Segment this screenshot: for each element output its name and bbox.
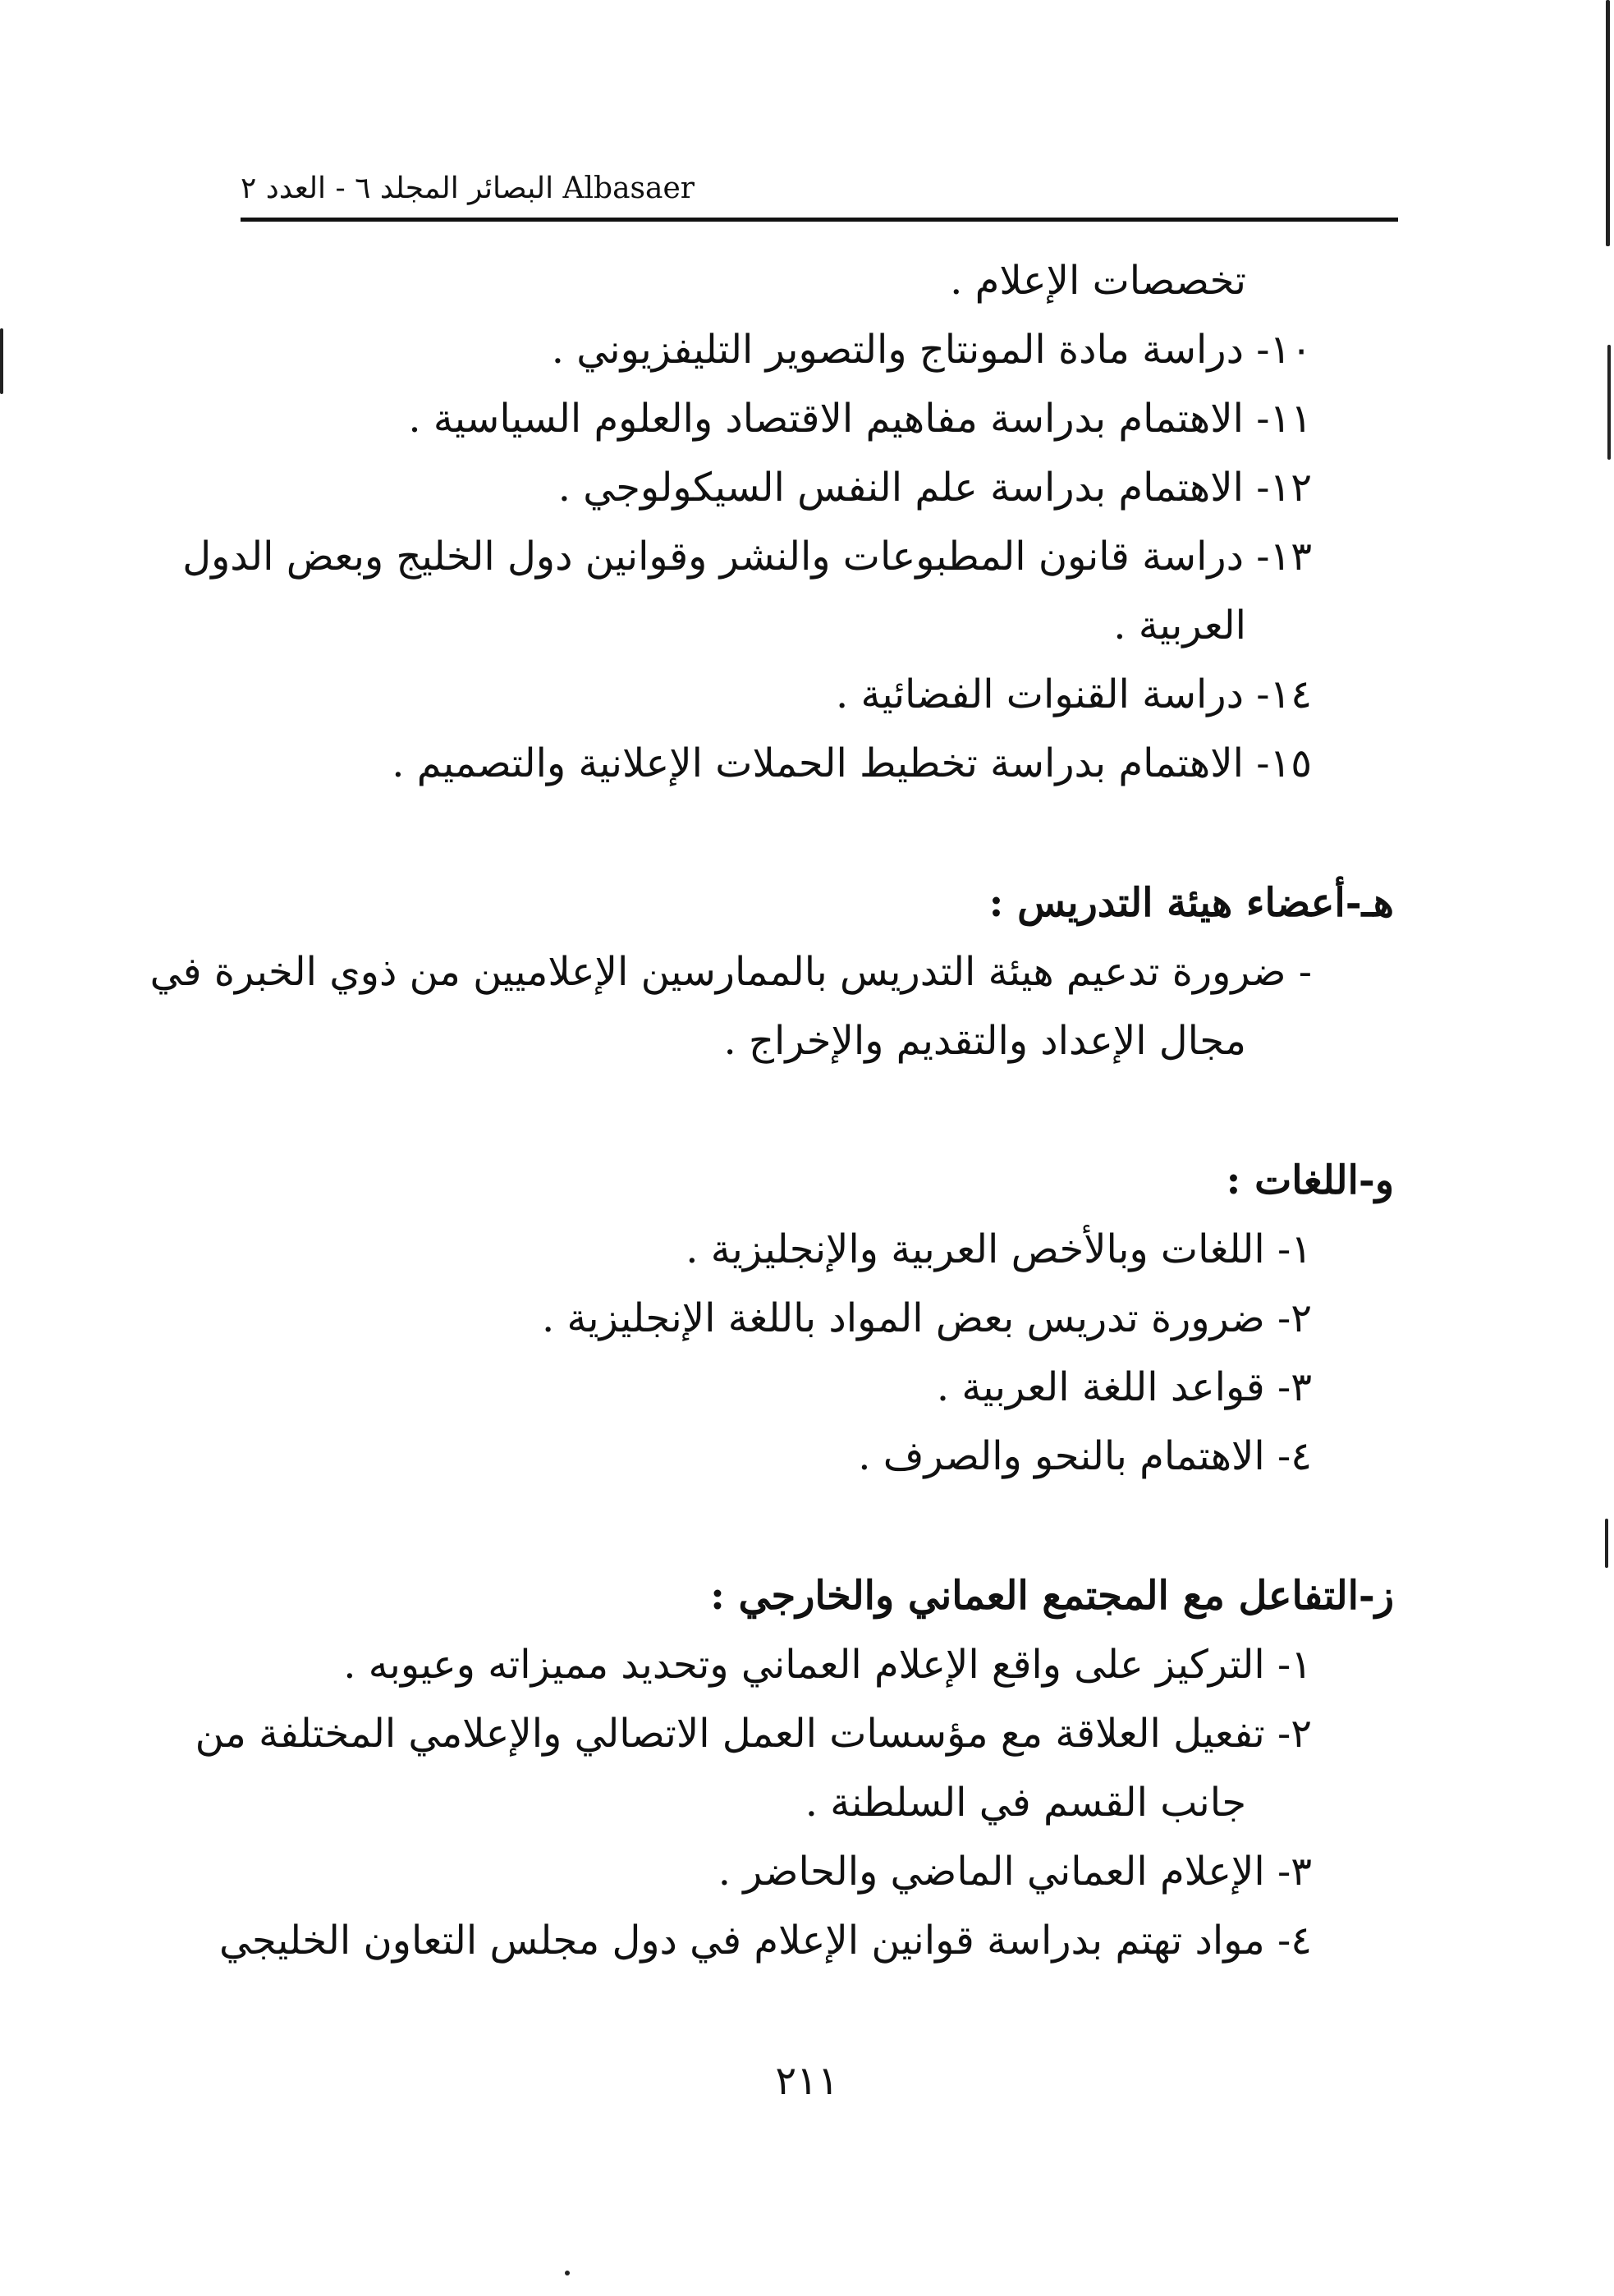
item-text: دراسة مادة المونتاج والتصوير التليفزيوني .: [551, 327, 1244, 373]
item-text: دراسة قانون المطبوعات والنشر وقوانين دول الخليج وبعض الدول: [182, 534, 1244, 580]
list-item: [238, 729, 1394, 798]
item-number: ٣-: [1277, 1849, 1312, 1895]
page-number: ٢١١: [775, 2058, 839, 2104]
scan-edge-mark: [0, 328, 3, 394]
item-text: تفعيل العلاقة مع مؤسسات العمل الاتصالي والإعلامي المختلفة من: [195, 1711, 1265, 1757]
running-head: [241, 164, 1398, 213]
item-number: ١٢-: [1256, 465, 1312, 511]
item-text: اللغات وبالأخص العربية والإنجليزية .: [685, 1226, 1265, 1272]
header-rule: [241, 218, 1398, 222]
bullet-item: [149, 937, 1394, 1006]
list-item: [238, 1422, 1394, 1491]
section-gap: [238, 1075, 1394, 1146]
item-text: الاهتمام بدراسة مفاهيم الاقتصاد والعلوم السياسية .: [408, 396, 1244, 442]
list-item: [238, 1284, 1394, 1353]
scan-edge-mark: [1607, 345, 1611, 460]
list-item-continuation: العربية .: [1113, 603, 1246, 648]
item-number: ١٣-: [1256, 534, 1312, 580]
body-text: [149, 246, 1394, 1975]
list-item: [218, 1906, 1394, 1975]
item-number: ٢-: [1277, 1295, 1312, 1341]
list-item: [238, 1630, 1394, 1699]
item-number: ٤-: [1277, 1433, 1312, 1479]
item-text: ضرورة تدعيم هيئة التدريس بالممارسين الإعلاميين من ذوي الخبرة في: [149, 949, 1286, 995]
list-item: [238, 315, 1394, 384]
item-number: ١١-: [1256, 396, 1312, 442]
item-text: الإعلام العماني الماضي والحاضر .: [718, 1849, 1265, 1895]
list-item: [238, 1215, 1394, 1284]
item-number: ١٤-: [1256, 671, 1312, 717]
running-head-journal: البصائر المجلد ٦ - العدد ٢ Albasaer: [241, 172, 695, 205]
bullet-item-continuation: مجال الإعداد والتقديم والإخراج .: [723, 1018, 1246, 1064]
scan-edge-mark: [1606, 0, 1610, 246]
item-number: ١٠-: [1256, 327, 1312, 373]
item-number: ١-: [1277, 1226, 1312, 1272]
item-number: ٣-: [1277, 1364, 1312, 1410]
item-text: قواعد اللغة العربية .: [936, 1364, 1265, 1410]
item-text: الاهتمام بدراسة علم النفس السيكولوجي .: [557, 465, 1244, 511]
item-text: الاهتمام بدراسة تخطيط الحملات الإعلانية والتصميم .: [392, 740, 1244, 786]
continuation-line: تخصصات الإعلام .: [950, 258, 1246, 304]
list-item: [238, 384, 1394, 453]
item-number: ١-: [1277, 1642, 1312, 1688]
list-item: [195, 1699, 1394, 1768]
item-text: دراسة القنوات الفضائية .: [835, 671, 1244, 717]
item-number: ١٥-: [1256, 740, 1312, 786]
section-gap: [238, 1491, 1394, 1561]
section-heading-community: ز-التفاعل مع المجتمع العماني والخارجي :: [710, 1573, 1394, 1619]
list-item: [238, 660, 1394, 729]
item-text: ضرورة تدريس بعض المواد باللغة الإنجليزية .: [541, 1295, 1265, 1341]
list-item: [238, 1837, 1394, 1906]
item-number: ٤-: [1277, 1918, 1312, 1964]
list-item: [238, 453, 1394, 522]
section-gap: [238, 798, 1394, 868]
list-item: [182, 522, 1394, 591]
item-number: ٢-: [1277, 1711, 1312, 1757]
bullet-dash: -: [1298, 949, 1312, 995]
scan-edge-mark: [1605, 1519, 1608, 1568]
item-text: الاهتمام بالنحو والصرف .: [858, 1433, 1265, 1479]
list-item-continuation: جانب القسم في السلطنة .: [805, 1780, 1246, 1826]
item-text: مواد تهتم بدراسة قوانين الإعلام في دول مجلس التعاون الخليجي: [218, 1918, 1265, 1964]
item-text: التركيز على واقع الإعلام العماني وتحديد مميزاته وعيوبه .: [343, 1642, 1265, 1688]
scan-dust-dot: [565, 2271, 570, 2275]
list-item: [238, 1353, 1394, 1422]
section-heading-faculty: هـ-أعضاء هيئة التدريس :: [988, 880, 1394, 926]
section-heading-languages: و-اللغات :: [1226, 1157, 1394, 1203]
